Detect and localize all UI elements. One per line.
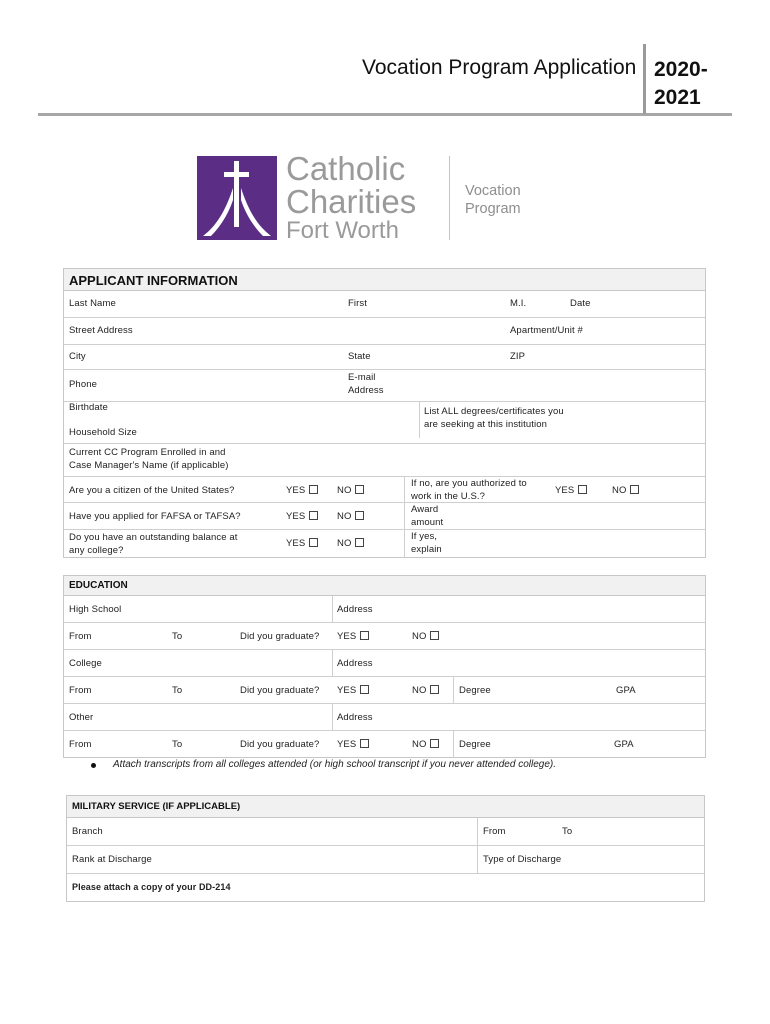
applicant-info-section <box>63 268 706 558</box>
state-field[interactable]: State <box>348 351 371 362</box>
fafsa-yes-checkbox[interactable] <box>309 511 318 520</box>
citizen-no-checkbox[interactable] <box>355 485 364 494</box>
other-graduate-question: Did you graduate? <box>240 739 320 750</box>
transcript-note <box>113 759 556 770</box>
applicant-heading-text: APPLICANT INFORMATION <box>69 273 238 288</box>
branch-field[interactable]: Branch <box>72 826 103 837</box>
fafsa-yes-label: YES <box>286 511 306 522</box>
authorized-no <box>612 485 639 498</box>
high-school-dates-row <box>64 623 705 650</box>
hs-grad-no-label: NO <box>412 631 427 642</box>
high-school-address-field[interactable]: Address <box>337 604 373 615</box>
fafsa-no-label: NO <box>337 511 352 522</box>
balance-yes <box>286 538 318 551</box>
college-grad-no-label: NO <box>412 685 427 696</box>
hs-grad-yes-label: YES <box>337 631 357 642</box>
phone-field[interactable]: Phone <box>69 379 97 390</box>
street-address-field[interactable]: Street Address <box>69 325 133 336</box>
branch-row <box>67 818 704 846</box>
branch-divider <box>477 818 478 846</box>
hs-address-divider <box>332 596 333 623</box>
fafsa-no <box>337 511 364 524</box>
logo-sub-2: Program <box>465 201 521 217</box>
other-to-field[interactable]: To <box>172 739 183 750</box>
hs-grad-yes-checkbox[interactable] <box>360 631 369 640</box>
authorized-yes <box>555 485 587 498</box>
transcript-note-text: Attach transcripts from all colleges attended (or high school transcript if you never attended college). <box>113 759 557 770</box>
authorized-no-checkbox[interactable] <box>630 485 639 494</box>
logo-divider <box>449 156 450 240</box>
other-grad-no <box>412 739 439 752</box>
fafsa-no-checkbox[interactable] <box>355 511 364 520</box>
college-row <box>64 650 705 677</box>
fafsa-yes <box>286 511 318 524</box>
last-name-field[interactable]: Last Name <box>69 298 116 309</box>
logo-sub-1: Vocation <box>465 183 521 199</box>
education-section <box>63 575 706 758</box>
fafsa-question: Have you applied for FAFSA or TAFSA? <box>69 511 241 522</box>
dd214-row <box>67 874 704 902</box>
program-year <box>643 44 732 114</box>
hs-graduate-question: Did you graduate? <box>240 631 320 642</box>
other-address-divider <box>332 704 333 731</box>
logo-subtitle <box>465 182 521 218</box>
balance-no-checkbox[interactable] <box>355 538 364 547</box>
logo-line-2: Charities <box>286 183 417 220</box>
other-grad-yes-label: YES <box>337 739 357 750</box>
college-address-divider <box>332 650 333 677</box>
other-degree-field[interactable]: Degree <box>459 739 491 750</box>
college-grad-yes-checkbox[interactable] <box>360 685 369 694</box>
name-row <box>64 291 705 318</box>
cc-program-row <box>64 444 705 477</box>
authorized-question: If no, are you authorized to work in the U.S.? <box>411 478 527 502</box>
cc-program-field[interactable]: Current CC Program Enrolled in and Case Manager's Name (if applicable) <box>69 447 229 471</box>
college-field[interactable]: College <box>69 658 102 669</box>
other-degree-divider <box>453 731 454 758</box>
hs-grad-yes <box>337 631 369 644</box>
service-from-field[interactable]: From <box>483 826 506 837</box>
other-grad-no-checkbox[interactable] <box>430 739 439 748</box>
balance-row <box>64 530 705 558</box>
authorized-yes-label: YES <box>555 485 575 496</box>
first-name-field[interactable]: First <box>348 298 367 309</box>
applicant-heading <box>64 269 705 291</box>
citizen-row <box>64 477 705 503</box>
college-gpa-field[interactable]: GPA <box>616 685 636 696</box>
bullet-icon <box>91 763 96 768</box>
balance-yes-checkbox[interactable] <box>309 538 318 547</box>
citizen-no-label: NO <box>337 485 352 496</box>
page-title: Vocation Program Application <box>362 56 637 79</box>
authorized-yes-checkbox[interactable] <box>578 485 587 494</box>
authorized-divider <box>404 477 405 503</box>
college-address-field[interactable]: Address <box>337 658 373 669</box>
balance-no <box>337 538 364 551</box>
logo-line-1: Catholic <box>286 150 406 187</box>
dd214-note: Please attach a copy of your DD-214 <box>72 882 231 892</box>
other-row <box>64 704 705 731</box>
birthdate-field[interactable]: Birthdate <box>69 402 108 413</box>
contact-row <box>64 370 705 402</box>
citizen-question: Are you a citizen of the United States? <box>69 485 235 496</box>
military-heading-text: MILITARY SERVICE (IF APPLICABLE) <box>72 801 241 812</box>
degrees-divider <box>419 402 420 438</box>
college-grad-no <box>412 685 439 698</box>
education-heading-text: EDUCATION <box>69 580 128 591</box>
other-gpa-field[interactable]: GPA <box>614 739 634 750</box>
college-to-field[interactable]: To <box>172 685 183 696</box>
balance-yes-label: YES <box>286 538 306 549</box>
military-section <box>66 795 705 902</box>
mi-field[interactable]: M.I. <box>510 298 527 309</box>
other-grad-no-label: NO <box>412 739 427 750</box>
citizen-no <box>337 485 364 498</box>
high-school-field[interactable]: High School <box>69 604 122 615</box>
citizen-yes-checkbox[interactable] <box>309 485 318 494</box>
college-degree-field[interactable]: Degree <box>459 685 491 696</box>
other-grad-yes-checkbox[interactable] <box>360 739 369 748</box>
household-size-field[interactable]: Household Size <box>69 427 137 438</box>
service-to-field[interactable]: To <box>562 826 573 837</box>
balance-question: Do you have an outstanding balance at any college? <box>69 532 238 556</box>
citizen-yes <box>286 485 318 498</box>
date-field[interactable]: Date <box>570 298 591 309</box>
college-dates-row <box>64 677 705 704</box>
logo-mark <box>197 156 277 240</box>
city-field[interactable]: City <box>69 351 86 362</box>
college-grad-yes <box>337 685 369 698</box>
education-heading <box>64 576 705 596</box>
award-divider <box>404 503 405 530</box>
fafsa-row <box>64 503 705 530</box>
college-graduate-question: Did you graduate? <box>240 685 320 696</box>
hs-grad-no-checkbox[interactable] <box>430 631 439 640</box>
email-field[interactable]: E-mail Address <box>348 372 384 396</box>
year-text: 2020-2021 <box>654 58 708 109</box>
other-school-field[interactable]: Other <box>69 712 94 723</box>
explain-divider <box>404 530 405 558</box>
military-heading <box>67 796 704 818</box>
discharge-type-field[interactable]: Type of Discharge <box>483 854 562 865</box>
logo-line-3: Fort Worth <box>286 217 399 244</box>
cross-church-icon <box>197 156 277 240</box>
other-dates-row <box>64 731 705 758</box>
rank-field[interactable]: Rank at Discharge <box>72 854 152 865</box>
catholic-charities-logo <box>197 150 537 244</box>
rank-row <box>67 846 704 874</box>
balance-no-label: NO <box>337 538 352 549</box>
page-header <box>38 44 732 116</box>
city-row <box>64 345 705 370</box>
citizen-yes-label: YES <box>286 485 306 496</box>
other-grad-yes <box>337 739 369 752</box>
explain-field[interactable]: If yes, explain <box>411 531 442 555</box>
apartment-field[interactable]: Apartment/Unit # <box>510 325 583 336</box>
hs-from-field[interactable]: From <box>69 631 92 642</box>
logo-wordmark <box>286 152 416 244</box>
degrees-field[interactable]: List ALL degrees/certificates you are seeking at this institution <box>424 406 564 430</box>
hs-grad-no <box>412 631 439 644</box>
other-from-field[interactable]: From <box>69 739 92 750</box>
college-degree-divider <box>453 677 454 704</box>
birthdate-row <box>64 402 705 444</box>
college-grad-no-checkbox[interactable] <box>430 685 439 694</box>
address-row <box>64 318 705 345</box>
other-address-field[interactable]: Address <box>337 712 373 723</box>
rank-divider <box>477 846 478 874</box>
hs-to-field[interactable]: To <box>172 631 183 642</box>
authorized-no-label: NO <box>612 485 627 496</box>
award-amount-field[interactable]: Award amount <box>411 504 444 528</box>
zip-field[interactable]: ZIP <box>510 351 526 362</box>
college-grad-yes-label: YES <box>337 685 357 696</box>
high-school-row <box>64 596 705 623</box>
college-from-field[interactable]: From <box>69 685 92 696</box>
